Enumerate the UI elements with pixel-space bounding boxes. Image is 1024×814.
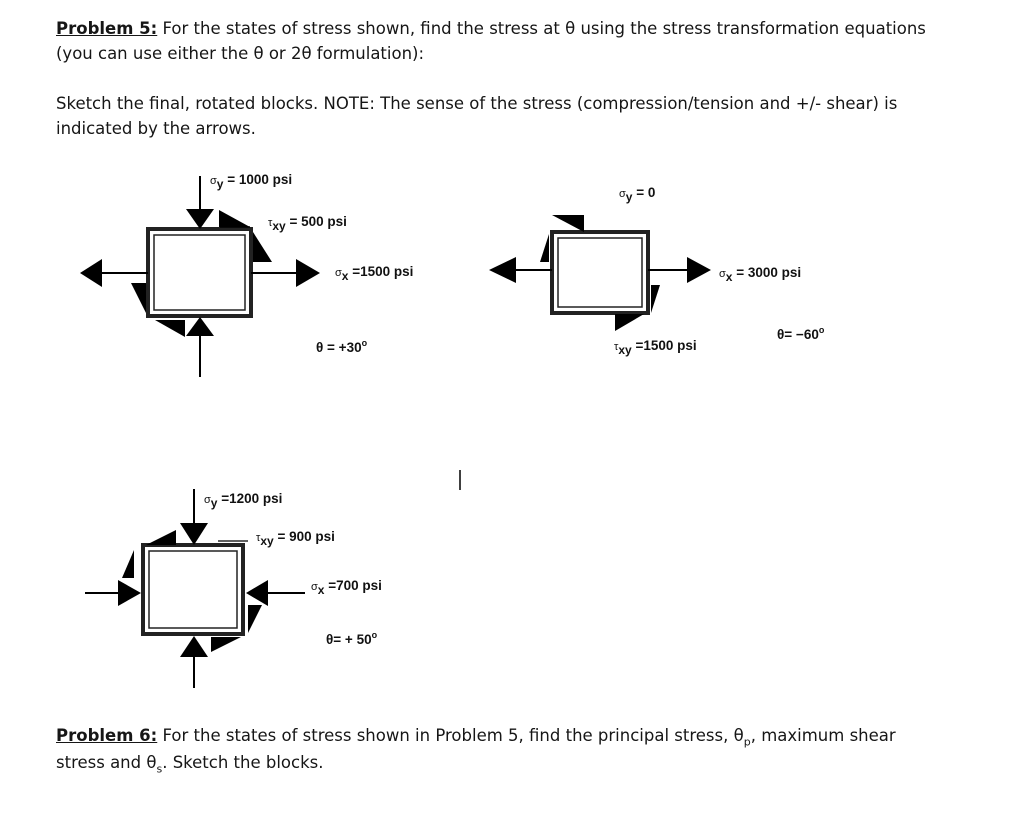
problem6-line1: Problem 6: For the states of stress shown in Problem 5, find the principal stress, $\theta_p$, maximum shear bbox=[56, 726, 896, 749]
problem5-statement: For the states of stress shown, find the stress at θ using the stress transformation equations bbox=[162, 19, 926, 38]
theta-label-2: $\theta= -60^o$ bbox=[777, 325, 825, 342]
tau-xy-label-2: τxy =1500 psi bbox=[614, 338, 697, 357]
sketch-instruction-line1: Sketch the final, rotated blocks. NOTE: The sense of the stress (compression/tension and +/- shear) is bbox=[56, 94, 898, 113]
stress-element-3 bbox=[85, 489, 305, 688]
theta-p-subscript: p bbox=[743, 735, 751, 749]
problem6-heading: Problem 6: bbox=[56, 726, 158, 745]
tau-xy-label-1: τxy = 500 psi bbox=[268, 214, 347, 233]
problem6-line2: stress and $\theta_s$. Sketch the blocks. bbox=[56, 753, 324, 776]
sketch-instruction-line2: indicated by the arrows. bbox=[56, 119, 256, 138]
problem6-statement: For the states of stress shown in Problem 5, find the principal stress, θ bbox=[162, 726, 744, 745]
problem5-line2: (you can use either the θ or 2θ formulation): bbox=[56, 44, 425, 63]
theta-s-subscript: s bbox=[156, 762, 163, 776]
theta-label-3: $\theta= + 50^o$ bbox=[326, 630, 378, 647]
sigma-y-label-3: σy =1200 psi bbox=[204, 491, 283, 510]
stress-element-1 bbox=[80, 176, 320, 377]
problem5-heading: Problem 5: bbox=[56, 19, 158, 38]
stress-element-2 bbox=[489, 215, 711, 331]
sigma-x-label-1: σx =1500 psi bbox=[335, 264, 414, 283]
sigma-x-label-2: σx = 3000 psi bbox=[719, 265, 802, 284]
tau-xy-label-3: τxy = 900 psi bbox=[256, 529, 335, 548]
sigma-y-label-2: σy = 0 bbox=[619, 185, 656, 204]
sigma-y-label-1: σy = 1000 psi bbox=[210, 172, 293, 191]
sigma-x-label-3: σx =700 psi bbox=[311, 578, 382, 597]
theta-label-1: $\theta = +30^o$ bbox=[316, 338, 368, 355]
